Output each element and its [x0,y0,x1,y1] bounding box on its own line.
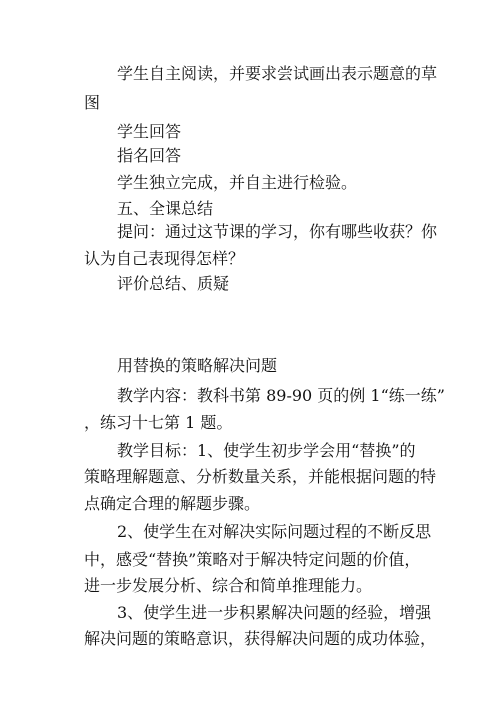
paragraph-line: 3、使学生进一步积累解决问题的经验，增强 [117,603,432,622]
paragraph-line: 教学目标：1、使学生初步学会用“替换”的 [117,441,416,460]
paragraph-line: 学生回答 [117,122,182,141]
lesson-title: 用替换的策略解决问题 [117,356,278,375]
paragraph-line: 指名回答 [117,146,182,165]
paragraph-line: 评价总结、质疑 [117,274,230,293]
paragraph-line: 学生独立完成，并自主进行检验。 [117,173,358,192]
paragraph-line: ，练习十七第 1 题。 [84,413,233,432]
paragraph-line: 教学内容：教科书第 89-90 页的例 1“练一练” [117,386,445,405]
paragraph-line: 认为自己表现得怎样？ [84,249,245,268]
paragraph-line: 提问：通过这节课的学习，你有哪些收获？你 [117,222,438,241]
paragraph-line: 图 [84,93,101,112]
section-heading: 五、全课总结 [117,199,214,218]
paragraph-line: 点确定合理的解题步骤。 [84,494,261,513]
paragraph-line: 2、使学生在对解决实际问题过程的不断反思 [117,522,432,541]
paragraph-line: 学生自主阅读，并要求尝试画出表示题意的草 [117,64,438,83]
paragraph-line: 解决问题的策略意识，获得解决问题的成功体验， [84,629,437,648]
paragraph-line: 中，感受“替换”策略对于解决特定问题的价值， [84,550,421,569]
paragraph-line: 进一步发展分析、综合和简单推理能力。 [84,576,373,595]
paragraph-line: 策略理解题意、分析数量关系，并能根据问题的特 [84,467,437,486]
